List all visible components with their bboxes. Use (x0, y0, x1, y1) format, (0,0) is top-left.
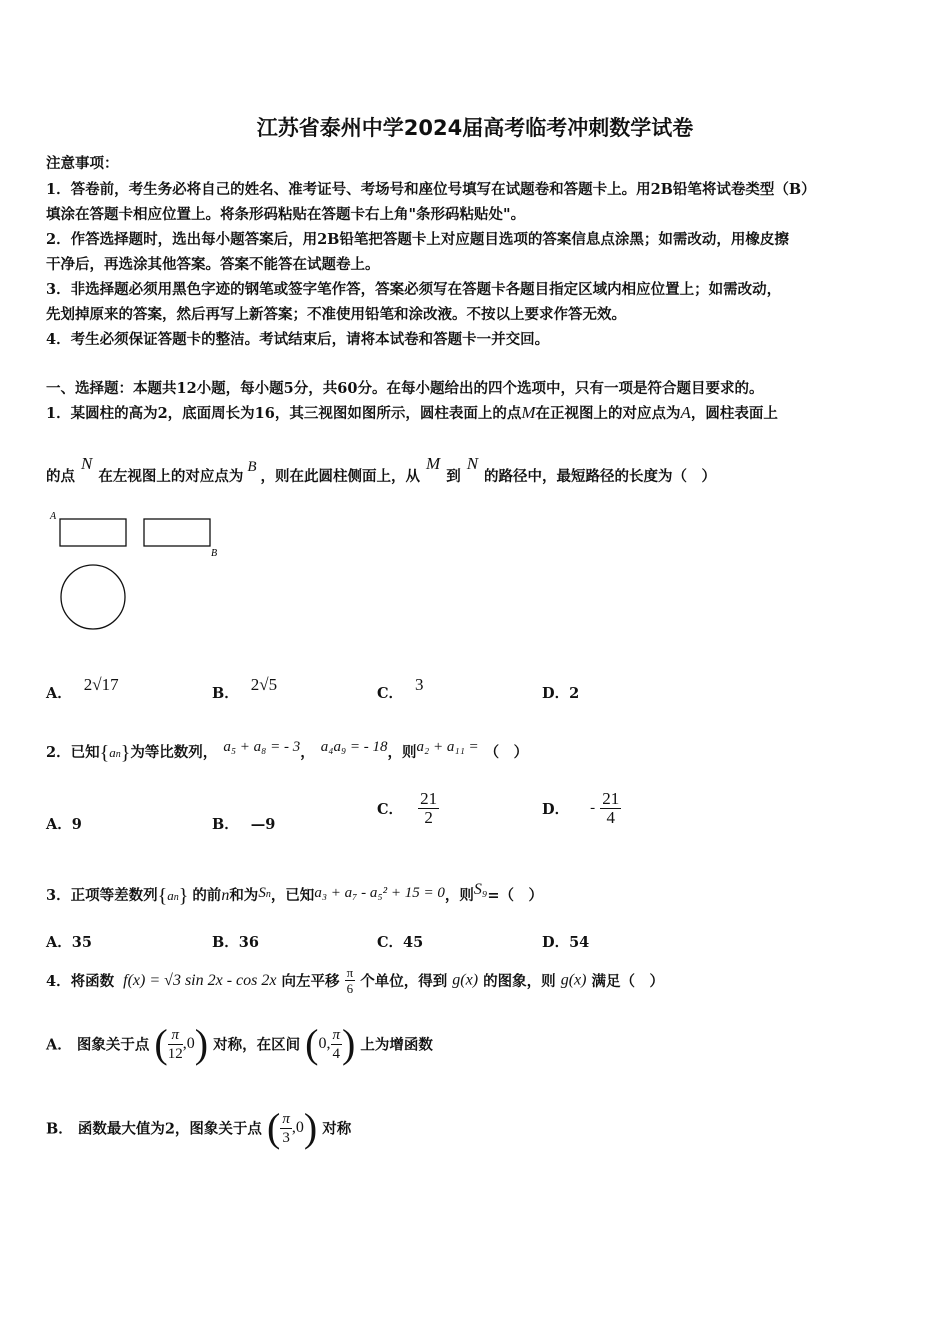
three-view-figure (40, 505, 230, 635)
notes-line: 干净后，再选涂其他答案。答案不能答在试题卷上。 (46, 256, 380, 273)
notes-line: 4．考生必须保证答题卡的整洁。考试结束后，请将本试卷和答题卡一并交回。 (46, 331, 550, 348)
point-A-label: A (50, 511, 57, 522)
notes-line: 2．作答选择题时，选出每小题答案后，用2B铅笔把答题卡上对应题目选项的答案信息点涂黑；如需改动，用橡皮擦 (46, 231, 789, 248)
q3-stem: 3．正项等差数列{an} 的前n和为$S^n$，已知a₃ + a₇ - a₅² + 15 = 0，则S₉=（ ） (46, 881, 544, 907)
q3-option-d[interactable]: D．54 (542, 934, 590, 951)
q4-option-b[interactable]: B． 函数最大值为2，图象关于点 ( $\frac{\pi}{3}$ ,0) 对称 (46, 1105, 352, 1150)
q1-option-d[interactable]: D．2 (542, 685, 580, 702)
q1-line1: 1．某圆柱的高为2，底面周长为16，其三视图如图所示，圆柱表面上的点M在正视图上的对应点为A，圆柱表面上 (46, 403, 778, 422)
front-view-rect (60, 519, 126, 546)
q3-option-c[interactable]: C．45 (377, 934, 424, 951)
q2-option-b[interactable]: B． —9 (212, 816, 276, 833)
q1-option-a[interactable]: A． 2√17 (46, 675, 119, 702)
q2-option-a[interactable]: A．9 (46, 816, 82, 833)
q3-option-b[interactable]: B．36 (212, 934, 259, 951)
side-view-rect (144, 519, 210, 546)
page-title: 江苏省泰州中学2024届高考临考冲刺数学试卷 (256, 116, 694, 140)
point-B-label: B (211, 548, 218, 559)
notes-line: 1．答卷前，考生务必将自己的姓名、准考证号、考场号和座位号填写在试题卷和答题卡上。用2B铅笔将试卷类型（B） (46, 181, 816, 198)
q3-option-a[interactable]: A．35 (46, 934, 92, 951)
q4-stem: 4．将函数 f(x) = √3 sin 2x - cos 2x 向左平移 $\frac{\pi}{6}$ 个单位，得到 g(x) 的图象，则 g(x) 满足（ ） (46, 965, 665, 996)
q2-option-c[interactable]: C． $\frac{21}{2}$ (377, 789, 438, 827)
notes-line: 填涂在答题卡相应位置上。将条形码粘贴在答题卡右上角"条形码粘贴处"。 (46, 206, 526, 223)
section-heading: 一、选择题：本题共12小题，每小题5分，共60分。在每小题给出的四个选项中，只有一项是符合题目要求的。 (46, 380, 764, 397)
q1-line2: 的点N在左视图上的对应点为B，则在此圆柱侧面上，从M到N的路径中，最短路径的长度为（ ） (46, 454, 717, 485)
q2-stem: 2．已知{an}为等比数列， a₅ + a₈ = - 3， a₄a₉ = - 18，则a₂ + a₁₁ = （ ） (46, 739, 529, 764)
q1-option-b[interactable]: B． 2√5 (212, 675, 278, 702)
q1-option-c[interactable]: C． 3 (377, 675, 424, 702)
q4-option-a[interactable]: A． 图象关于点 ( $\frac{\pi}{12}$ ,0) 对称，在区间 (0, $\frac{\pi}{4}$ ) 上为增函数 (46, 1021, 433, 1066)
notes-heading: 注意事项： (46, 155, 119, 172)
notes-line: 先划掉原来的答案，然后再写上新答案；不准使用铅笔和涂改液。不按以上要求作答无效。 (46, 306, 626, 323)
q2-option-d[interactable]: D． - $\frac{21}{4}$ (542, 789, 620, 827)
top-view-circle (61, 565, 125, 629)
notes-line: 3．非选择题必须用黑色字迹的钢笔或签字笔作答，答案必须写在答题卡各题目指定区域内相应位置上；如需改动， (46, 281, 782, 298)
